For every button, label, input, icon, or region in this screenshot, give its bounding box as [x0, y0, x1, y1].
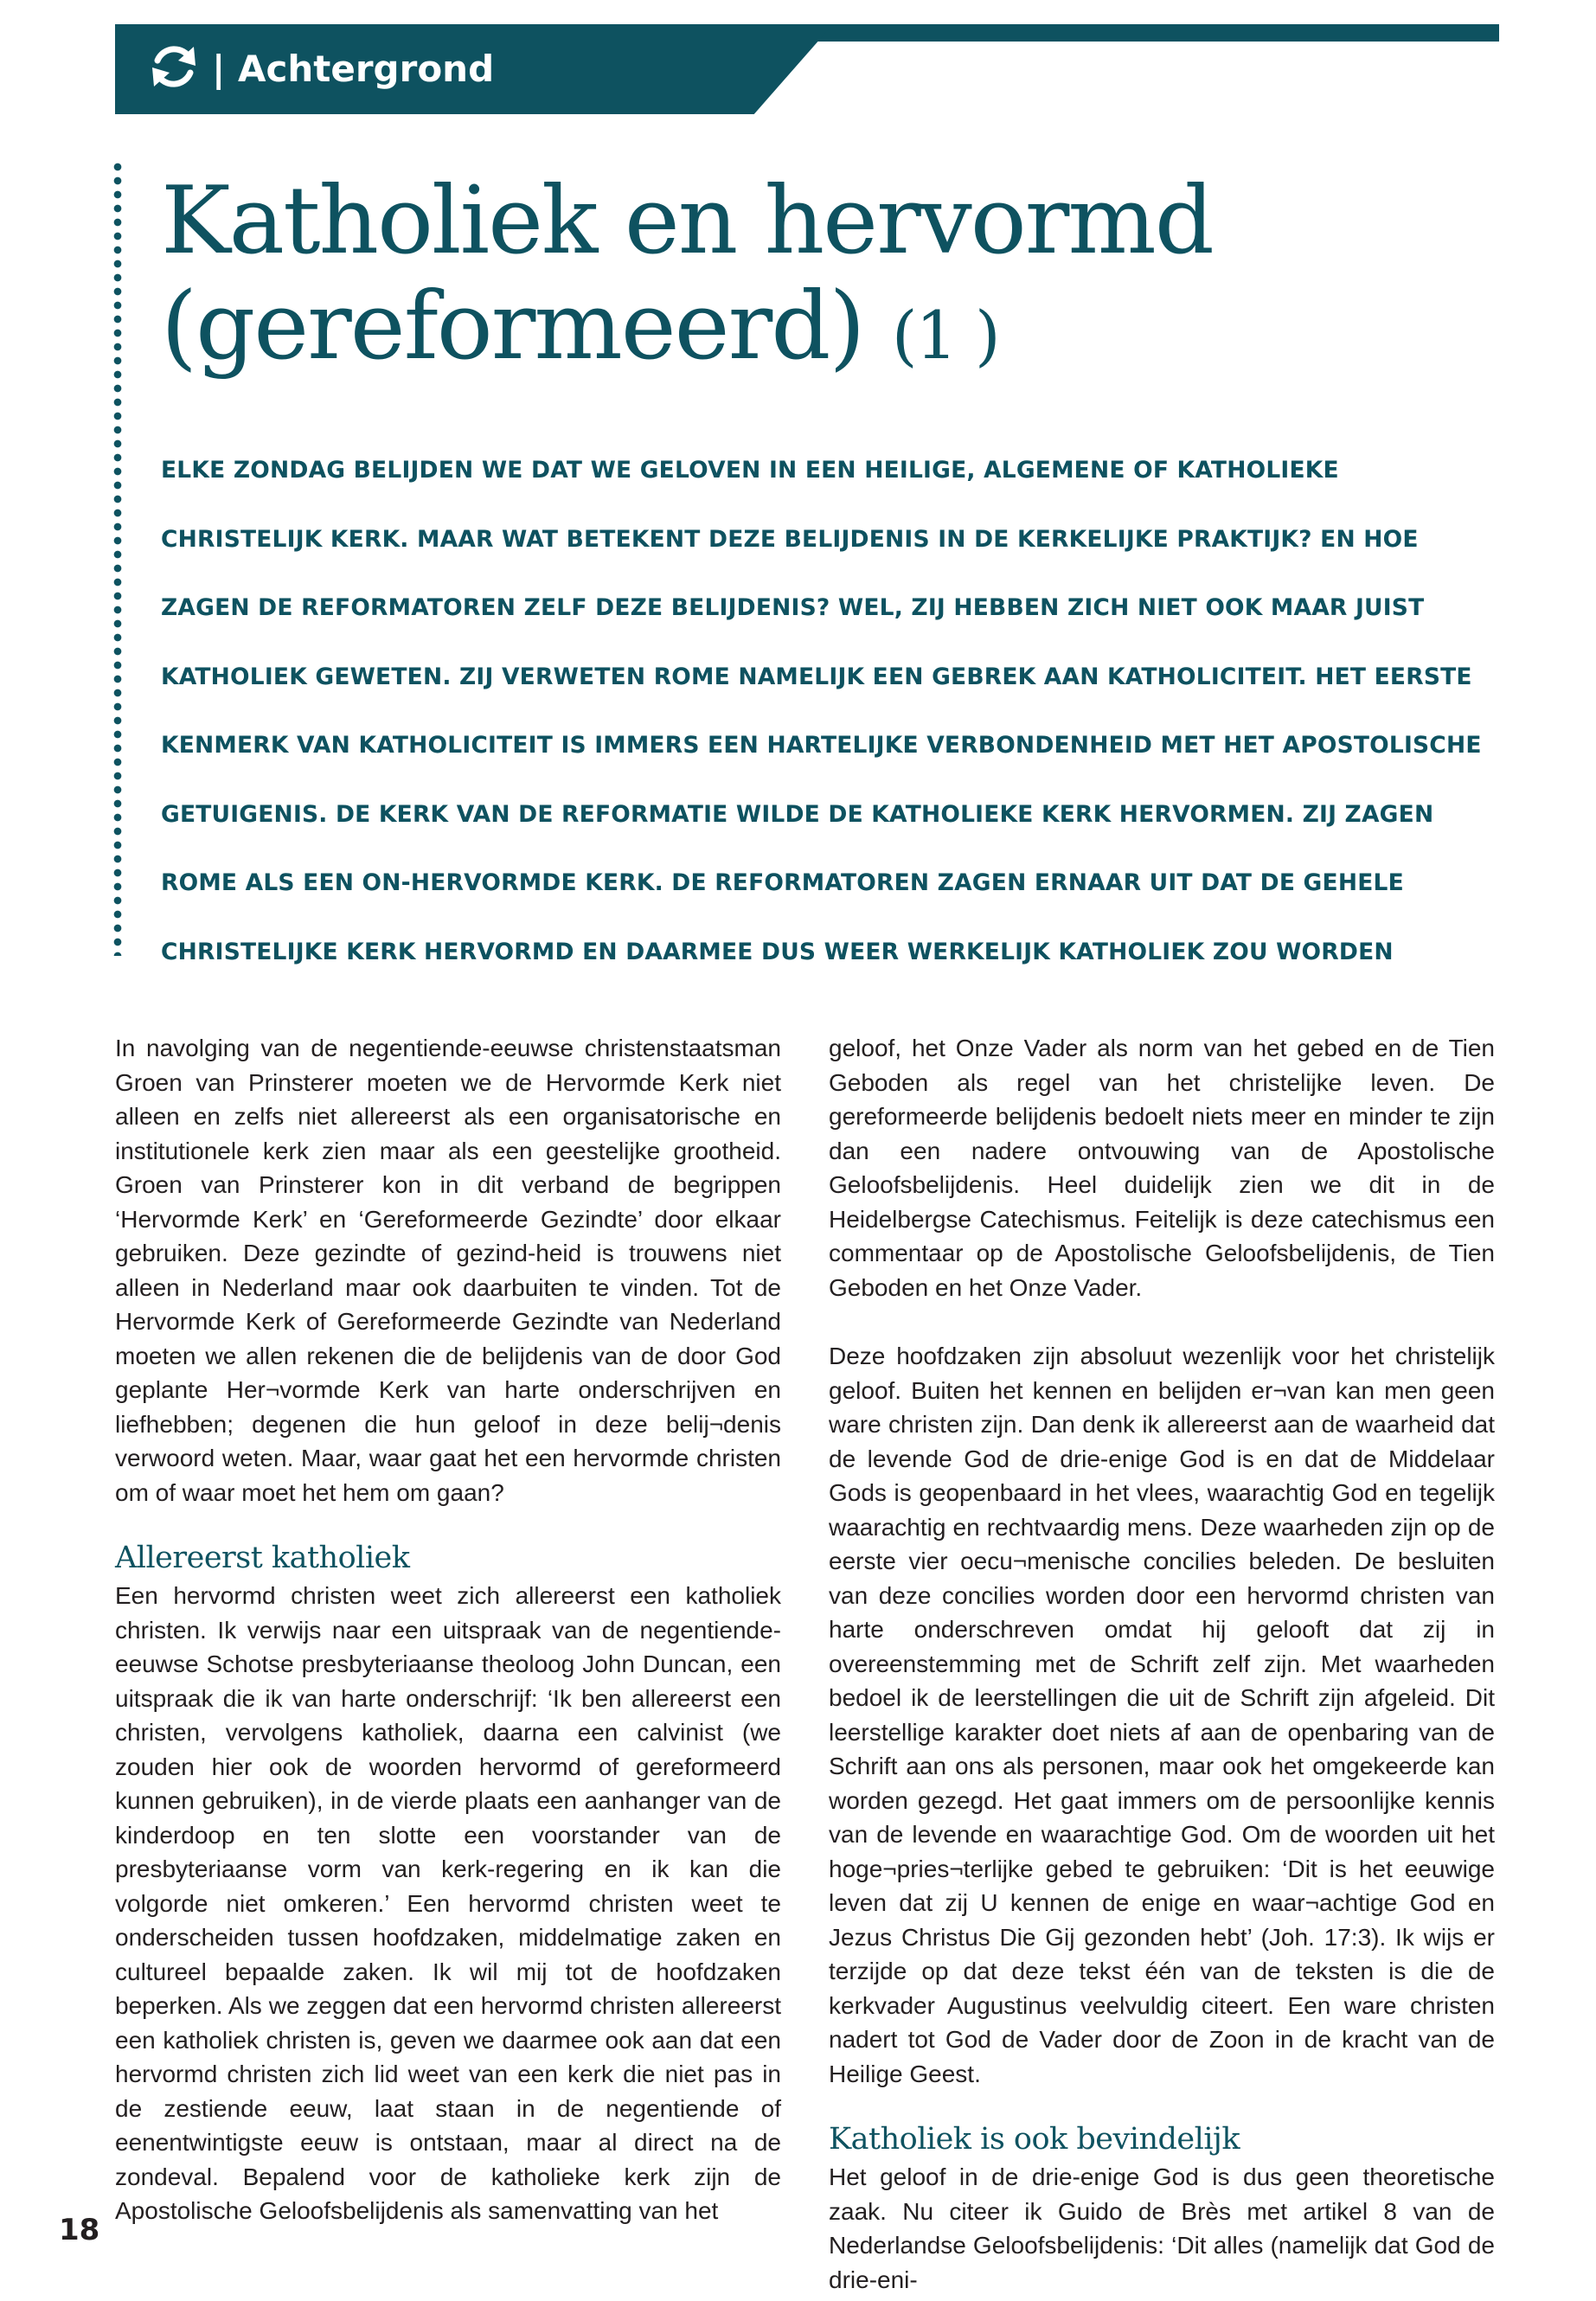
title-part-number: (1 ): [891, 297, 999, 374]
body-paragraph: Een hervormd christen weet zich allereerst een katholiek christen. Ik verwijs naar een uitspraak van de negentiende-eeuwse Schotse presbyteriaanse theoloog John Duncan, een uitspraak die ik van harte onderschrijf: ‘Ik ben allereerst een christen, vervolgens katholiek, daarna een calvinist (we zouden hier ook de woorden hervormd of gereformeerd kunnen gebruiken), in de vierde plaats een aanhanger van de kinderdoop en ten slotte een voorstander van de presbyteriaanse vorm van kerk-regering en ik kan die volgorde niet omkeren.’ Een hervormd christen weet te onderscheiden tussen hoofdzaken, middelmatige zaken en cultureel bepaalde zaken. Ik wil mij tot de hoofdzaken beperken. Als we zeggen dat een hervormd christen allereerst een katholiek christen is, geven we daarmee ook aan dat een hervormd christen zich lid weet van een kerk die niet pas in de zestiende eeuw, laat staan in de negentiende of eenentwintigste eeuw is ontstaan, maar al direct na de zondeval. Bepalend voor de katholieke kerk zijn de Apostolische Geloofsbelijdenis als samenvatting van het: [115, 1582, 781, 2224]
recycle-arrows-icon: [147, 40, 201, 93]
section-heading: Katholiek is ook bevindelijk: [829, 2122, 1240, 2157]
section-heading: Allereerst katholiek: [115, 1541, 410, 1575]
left-column: [115, 1031, 781, 2228]
article-intro: ELKE ZONDAG BELIJDEN WE DAT WE GELOVEN IN EEN HEILIGE, ALGEMENE OF KATHOLIEKE CHRISTELIJK KERK. MAAR WAT BETEKENT DEZE BELIJDENIS IN DE KERKELIJKE PRAKTIJK? EN HOE ZAGEN DE REFORMATOREN ZELF DEZE BELIJDENIS? WEL, ZIJ HEBBEN ZICH NIET OOK MAAR JUIST KATHOLIEK GEWETEN. ZIJ VERWETEN ROME NAMELIJK EEN GEBREK AAN KATHOLICITEIT. HET EERSTE KENMERK VAN KATHOLICITEIT IS IMMERS EEN HARTELIJKE VERBONDENHEID MET HET APOSTOLISCHE GETUIGENIS. DE KERK VAN DE REFORMATIE WILDE DE KATHOLIEKE KERK HERVORMEN. ZIJ ZAGEN ROME ALS EEN ON-HERVORMDE KERK. DE REFORMATOREN ZAGEN ERNAAR UIT DAT DE GEHELE CHRISTELIJKE KERK HERVORMD EN DAARMEE DUS WEER WERKELIJK KATHOLIEK ZOU WORDEN: [161, 457, 1482, 965]
title-main: Katholiek en hervormd (gereformeerd): [161, 167, 1213, 381]
body-paragraph: Deze hoofdzaken zijn absoluut wezenlijk voor het christelijk geloof. Buiten het kennen en belijden er¬van kan men geen ware christen zijn. Dan denk ik allereerst aan de waarheid dat de levende God de drie-enige God is en dat de Middelaar Gods is geopenbaard in het vlees, waarachtig God en tegelijk waarachtig en rechtvaardig mens. Deze waarheden zijn op de eerste vier oecu¬menische concilies beleden. De besluiten van deze concilies worden door een hervormd christen van harte onderschreven omdat hij gelooft dat zij in overeenstemming met de Schrift zelf zijn. Met waarheden bedoel ik de leerstellingen die uit de Schrift zijn afgeleid. Dit leerstellige karakter doet niets af aan de openbaring van de Schrift aan ons als personen, maar ook het omgekeerde kan worden gezegd. Het gaat immers om de persoonlijke kennis van de levende en waarachtige God. Om de woorden uit het hoge¬pries¬terlijke gebed te gebruiken: ‘Dit is het eeuwige leven dat zij U kennen de enige en waar¬achtige God en Jezus Christus Die Gij gezonden hebt’ (Joh. 17:3). Ik wijs er terzijde op dat deze tekst één van de teksten is die de kerkvader Augustinus veelvuldig citeert. Een ware christen nadert tot God de Vader door de Zoon in de kracht van de Heilige Geest.: [829, 1343, 1495, 2087]
body-paragraph: Het geloof in de drie-enige God is dus geen theoretische zaak. Nu citeer ik Guido de Brès met artikel 8 van de Nederlandse Geloofsbelijdenis: ‘Dit alles (namelijk dat God de drie-eni-: [829, 2163, 1495, 2293]
right-column: [829, 1031, 1495, 2297]
body-paragraph: In navolging van de negentiende-eeuwse christenstaatsman Groen van Prinsterer moeten we de Hervormde Kerk niet alleen en zelfs niet allereerst als een organisatorische en institutionele kerk zien maar als een geestelijke grootheid. Groen van Prinsterer kon in dit verband de begrippen ‘Hervormde Kerk’ en ‘Gereformeerde Gezindte’ door elkaar gebruiken. Deze gezindte of gezind-heid is trouwens niet alleen in Nederland maar ook daarbuiten te vinden. Tot de Hervormde Kerk of Gereformeerde Gezindte van Nederland moeten we allen rekenen die de belijdenis van de door God geplante Her¬vormde Kerk van harte onderschrijven en liefhebben; degenen die hun geloof in deze belij¬denis verwoord weten. Maar, waar gaat het een hervormde christen om of waar moet het hem om gaan?: [115, 1035, 781, 1506]
page-number: 18: [59, 2213, 100, 2247]
body-paragraph: geloof, het Onze Vader als norm van het gebed en de Tien Geboden als regel van het christelijke leven. De gereformeerde belijdenis bedoelt niets meer en minder te zijn dan een nadere ontvouwing van de Apostolische Geloofsbelijdenis. Heel duidelijk zien we dit in de Heidelbergse Catechismus. Feitelijk is deze catechismus een commentaar op de Apostolische Geloofsbelijdenis, de Tien Geboden en het Onze Vader.: [829, 1035, 1495, 1301]
section-label: | Achtergrond: [212, 48, 495, 90]
dotted-divider: [112, 160, 123, 956]
article-title: [161, 169, 1510, 388]
